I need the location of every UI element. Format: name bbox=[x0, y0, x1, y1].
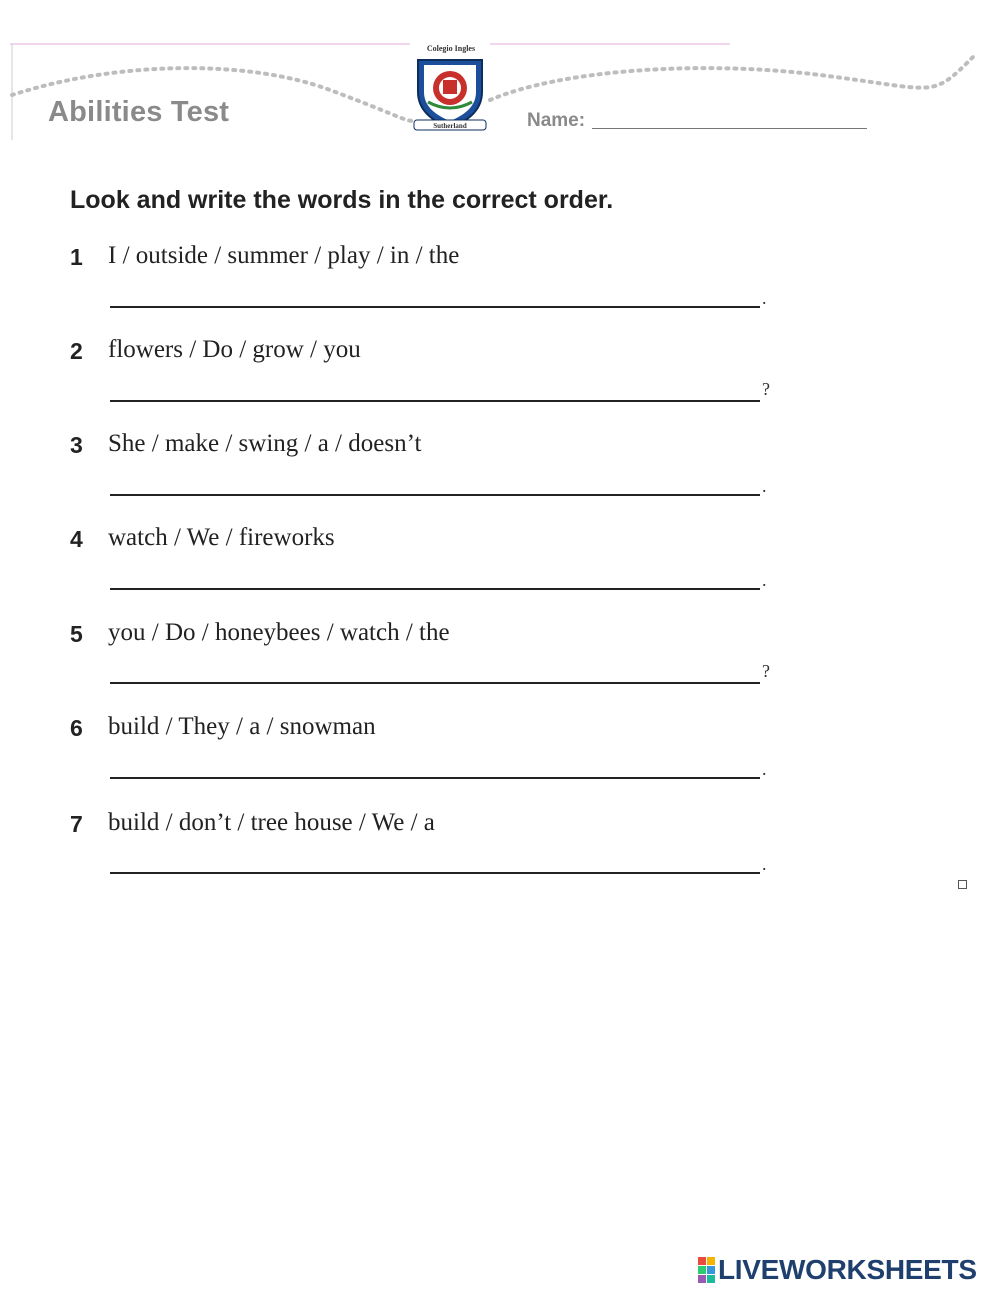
question-number: 7 bbox=[70, 811, 83, 837]
liveworksheets-logo-icon bbox=[698, 1257, 715, 1283]
question-prompt: flowers / Do / grow / you bbox=[108, 336, 361, 363]
question-number: 2 bbox=[70, 338, 83, 364]
question-number: 6 bbox=[70, 715, 83, 741]
question-number: 5 bbox=[70, 621, 83, 647]
question-prompt: I / outside / summer / play / in / the bbox=[108, 242, 460, 269]
question-prompt: build / They / a / snowman bbox=[108, 713, 376, 740]
answer-end-punctuation: . bbox=[762, 854, 767, 874]
question-prompt: She / make / swing / a / doesn’t bbox=[108, 430, 422, 457]
instruction-heading: Look and write the words in the correct order. bbox=[70, 186, 614, 214]
answer-end-punctuation: . bbox=[762, 288, 767, 308]
crest-caption: Colegio Ingles bbox=[426, 44, 476, 53]
logo-block bbox=[698, 1257, 706, 1265]
answer-field[interactable] bbox=[110, 472, 760, 496]
answer-end-punctuation: . bbox=[762, 759, 767, 779]
name-field-line[interactable] bbox=[592, 128, 867, 129]
question-prompt: build / don’t / tree house / We / a bbox=[108, 809, 435, 836]
answer-end-punctuation: . bbox=[762, 570, 767, 590]
name-label: Name: bbox=[527, 110, 586, 131]
answer-field[interactable] bbox=[110, 566, 760, 590]
school-crest-logo bbox=[410, 52, 490, 134]
answer-field[interactable] bbox=[110, 755, 760, 779]
answer-end-punctuation: ? bbox=[762, 661, 770, 681]
logo-block bbox=[707, 1257, 715, 1265]
brand-name: LIVEWORKSHEETS bbox=[718, 1254, 977, 1285]
question-number: 4 bbox=[70, 526, 83, 552]
question-prompt: watch / We / fireworks bbox=[108, 524, 335, 551]
crest-banner-text: Sutherland bbox=[433, 122, 467, 130]
answer-end-punctuation: . bbox=[762, 476, 767, 496]
logo-block bbox=[698, 1266, 706, 1274]
question-number: 3 bbox=[70, 432, 83, 458]
answer-field[interactable] bbox=[110, 378, 760, 402]
answer-end-punctuation: ? bbox=[762, 379, 770, 399]
answer-field[interactable] bbox=[110, 660, 760, 684]
worksheet-title: Abilities Test bbox=[48, 96, 230, 128]
answer-field[interactable] bbox=[110, 284, 760, 308]
liveworksheets-brand bbox=[698, 1254, 977, 1286]
small-checkbox[interactable] bbox=[958, 880, 967, 889]
answer-field[interactable] bbox=[110, 850, 760, 874]
logo-block bbox=[707, 1266, 715, 1274]
question-prompt: you / Do / honeybees / watch / the bbox=[108, 619, 450, 646]
logo-block bbox=[707, 1275, 715, 1283]
question-number: 1 bbox=[70, 244, 83, 270]
logo-block bbox=[698, 1275, 706, 1283]
